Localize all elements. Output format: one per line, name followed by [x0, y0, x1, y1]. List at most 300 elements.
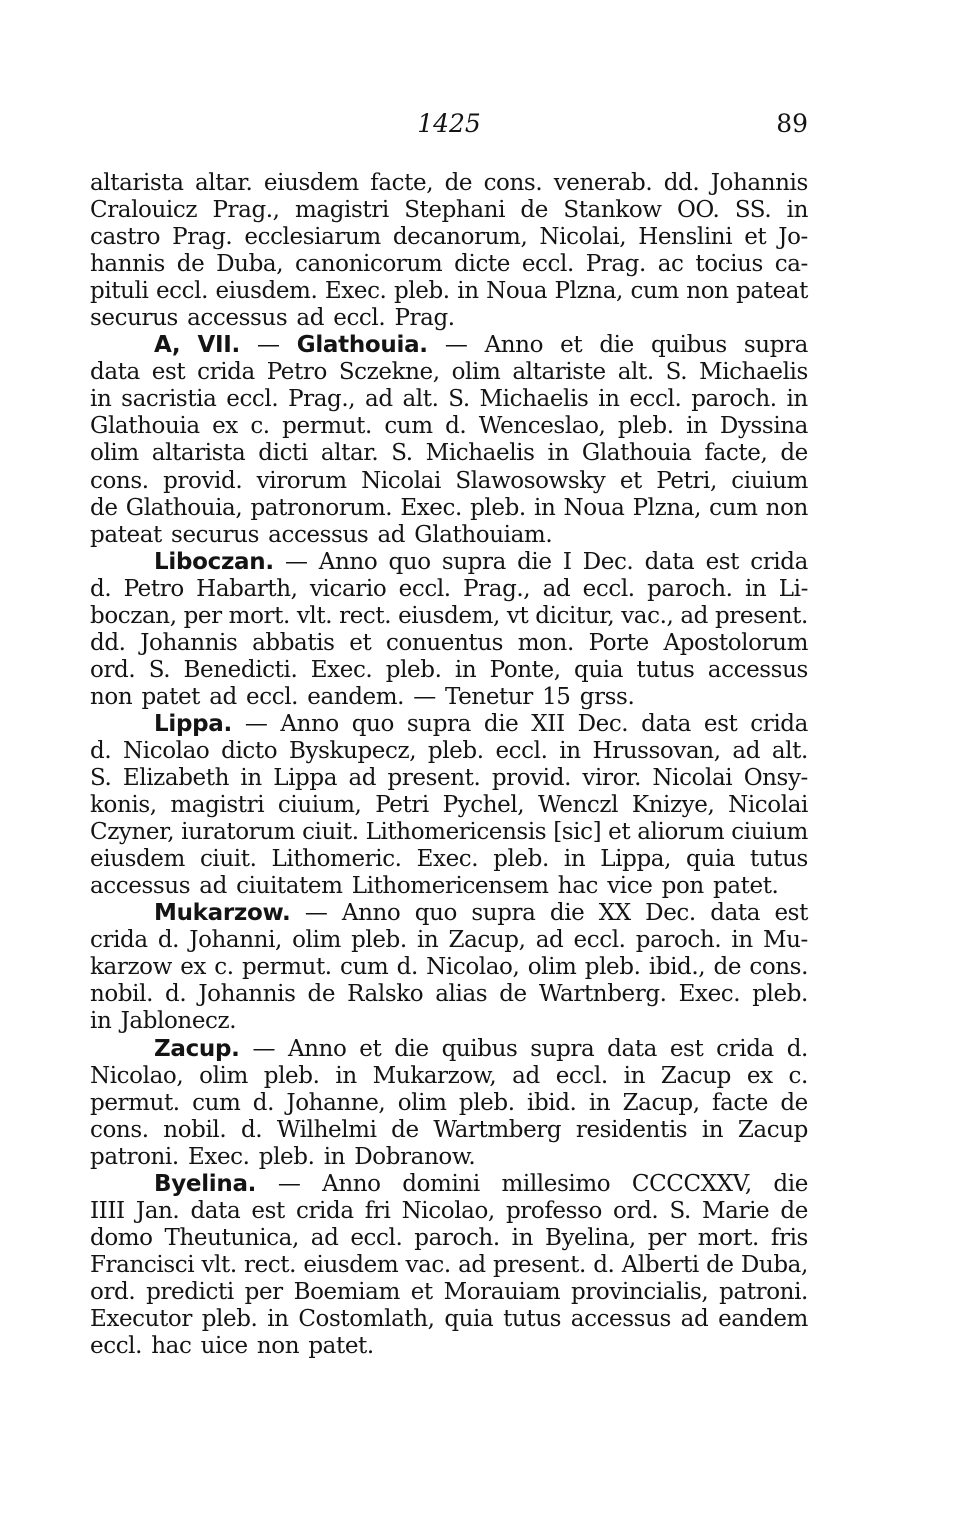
word: Prag.	[394, 305, 455, 332]
word: Nicolao,	[426, 954, 520, 981]
word: —	[252, 1035, 276, 1062]
word: facte,	[704, 440, 768, 467]
word: de	[780, 1089, 808, 1116]
word: Nicolao	[123, 737, 210, 764]
word: domini	[402, 1170, 480, 1197]
word: provincialis,	[571, 1278, 709, 1305]
word: grss.	[579, 683, 635, 710]
word: pleb.	[617, 413, 674, 440]
word: supra	[406, 710, 471, 737]
word: —	[413, 683, 436, 710]
word: non	[90, 683, 133, 710]
word: Henslini	[638, 224, 733, 251]
word: cons.	[483, 170, 543, 196]
entry-heading-word: VII.	[197, 332, 240, 359]
word: olim	[527, 954, 577, 981]
word: quia	[686, 846, 736, 873]
word: Theutunica,	[164, 1224, 299, 1251]
word: Marie	[702, 1197, 770, 1224]
word: Lithomericensem	[351, 873, 549, 900]
word: Jablonecz.	[120, 1008, 237, 1035]
word: de	[780, 440, 808, 467]
word: Costomlath,	[298, 1305, 435, 1332]
word: iuratorum	[181, 819, 296, 846]
word: tutus	[750, 846, 808, 873]
word: et	[744, 224, 767, 251]
word: cum	[192, 1089, 241, 1116]
word: SS.	[734, 197, 772, 224]
word: Francisci	[90, 1251, 195, 1278]
word: pleb.	[201, 1305, 258, 1332]
word: accessus	[570, 1305, 671, 1332]
word: Johannis	[710, 170, 808, 196]
text-line	[90, 1008, 808, 1035]
word: alt.	[617, 359, 654, 386]
entry-first-line	[90, 549, 808, 576]
text-line	[90, 495, 808, 522]
word: dicto	[221, 737, 278, 764]
word: Pychel,	[442, 792, 525, 819]
word: ad	[732, 737, 761, 764]
word: in	[533, 494, 556, 521]
word: virorum	[256, 467, 347, 494]
word: alias	[435, 981, 488, 1008]
word: ad	[680, 602, 708, 629]
word: c.	[788, 1062, 808, 1089]
word: quo	[388, 548, 431, 575]
word: Habarth,	[196, 575, 298, 602]
word: in	[559, 737, 581, 764]
word: cum	[384, 413, 433, 440]
text-line	[90, 170, 808, 197]
word: altar.	[195, 170, 253, 196]
word: in	[90, 1008, 112, 1035]
word: d.	[157, 927, 180, 954]
word: altar.	[320, 440, 379, 467]
word: Michaelis	[425, 440, 535, 467]
word: patet.	[713, 873, 779, 900]
text-line	[90, 440, 808, 467]
word: Wilhelmi	[276, 1116, 377, 1143]
word: die	[483, 710, 519, 737]
word: olim	[451, 359, 501, 386]
word: Sczekne,	[338, 359, 440, 386]
word: pleb.	[427, 737, 484, 764]
word: domo	[90, 1224, 153, 1251]
word: fri	[364, 1197, 391, 1224]
word: eccl.	[155, 278, 209, 305]
text-line	[90, 1306, 808, 1333]
word: present.	[493, 1251, 586, 1278]
word: cum	[709, 494, 758, 521]
word: de	[90, 494, 118, 521]
word: ad	[296, 305, 325, 332]
word: nobil.	[90, 981, 154, 1008]
entry-heading-word: Zacup.	[154, 1035, 240, 1062]
text-line	[90, 738, 808, 765]
word: ad	[458, 1251, 486, 1278]
word: —	[257, 332, 280, 359]
word: Plzna,	[632, 494, 701, 521]
word: eccl.	[582, 575, 635, 602]
word: ciuium	[731, 819, 808, 846]
entry-first-line	[90, 711, 808, 738]
word: altarista	[90, 170, 184, 196]
word: Cralouicz	[90, 197, 198, 224]
word: uice	[200, 1333, 248, 1360]
word: Anno	[280, 710, 339, 737]
entry-heading-word: Glathouia.	[296, 332, 428, 359]
word: alt.	[771, 737, 808, 764]
word: Onsy-	[743, 765, 808, 792]
word: eccl.	[555, 1062, 608, 1089]
word: est	[251, 1197, 285, 1224]
word: cum	[630, 278, 679, 305]
word: Exec.	[416, 846, 479, 873]
word: S.	[665, 359, 688, 386]
word: ad	[680, 1305, 709, 1332]
word: ex	[746, 1062, 773, 1089]
word: d.	[396, 954, 418, 981]
word: residentis	[575, 1116, 688, 1143]
word: Byelina,	[544, 1224, 636, 1251]
word: ad	[377, 521, 406, 548]
word: Zacup,	[622, 1089, 700, 1116]
word: Petro	[266, 359, 327, 386]
word: nobil.	[163, 1116, 227, 1143]
word: Byskupecz,	[289, 737, 417, 764]
word: eiusdem	[90, 846, 185, 873]
word: quibus	[650, 332, 727, 359]
word: Michaelis	[699, 359, 808, 386]
word: data	[607, 1035, 657, 1062]
word: Wartmberg	[433, 1116, 562, 1143]
word: in	[563, 846, 586, 873]
word: d.	[786, 1035, 808, 1062]
word: venerab.	[553, 170, 653, 196]
word: ciuium	[731, 467, 808, 494]
word: d.	[240, 1116, 263, 1143]
word: tutus	[503, 1305, 562, 1332]
word: Nicolai	[652, 765, 733, 792]
entry-heading-word: Liboczan.	[154, 548, 274, 575]
word: cum	[340, 954, 389, 981]
word: Prag.,	[463, 575, 531, 602]
word: OO.	[676, 197, 720, 224]
word: eccl.	[246, 683, 299, 710]
word: XX	[598, 900, 631, 927]
word: eandem	[718, 1305, 808, 1332]
entry-heading-word: Lippa.	[154, 710, 232, 737]
word: mort.	[228, 602, 290, 629]
word: Morauiam	[443, 1278, 561, 1305]
word: eccl.	[629, 386, 682, 413]
word: Michaelis	[479, 386, 589, 413]
word: d.	[90, 737, 112, 764]
word: data	[710, 900, 761, 927]
word: facte	[712, 1089, 768, 1116]
word: accessus	[268, 521, 369, 548]
word: ord.	[90, 1278, 136, 1305]
word: data	[90, 359, 140, 386]
word: pleb.	[470, 494, 526, 521]
word: Knizye,	[631, 792, 715, 819]
text-line	[90, 522, 808, 549]
word: paroch.	[691, 386, 777, 413]
text-line	[90, 1063, 808, 1090]
word: paroch.	[647, 575, 733, 602]
word: accessus	[707, 656, 808, 683]
word: ex	[180, 954, 206, 981]
word: Hrussovan,	[592, 737, 721, 764]
word: et	[560, 332, 583, 359]
word: magistri	[170, 792, 265, 819]
word: Wenczl	[537, 792, 619, 819]
word: Noua	[486, 278, 548, 305]
word: quo	[351, 710, 394, 737]
word: professo	[505, 1197, 602, 1224]
word: Anno	[322, 1170, 381, 1197]
word: Ralsko	[347, 981, 424, 1008]
word: —	[284, 548, 308, 575]
word: pleb.	[493, 846, 549, 873]
word: I	[562, 548, 572, 575]
word: Zacup	[737, 1116, 808, 1143]
word: pleb.	[258, 1143, 315, 1170]
word: eccl.	[495, 737, 548, 764]
word: Ponte,	[489, 656, 561, 683]
word: ord.	[90, 656, 136, 683]
word: S.	[391, 440, 413, 467]
word: crida	[716, 1035, 774, 1062]
word: paroch.	[635, 927, 722, 954]
word: facte,	[370, 170, 434, 196]
word: rect.	[244, 1251, 297, 1278]
word: Anno	[341, 900, 401, 927]
word: castro	[90, 224, 161, 251]
text-line	[90, 981, 808, 1008]
word: est	[669, 1035, 704, 1062]
word: est	[703, 710, 738, 737]
word: supra	[743, 332, 808, 359]
word: dd.	[663, 170, 700, 196]
word: eccl.	[90, 1333, 143, 1360]
word: Elizabeth	[122, 765, 229, 792]
word: ibid.	[526, 1089, 577, 1116]
text-line	[90, 386, 808, 413]
word: de	[499, 981, 527, 1008]
word: millesimo	[501, 1170, 611, 1197]
word: accessus	[187, 305, 288, 332]
word: pleb.	[263, 1062, 320, 1089]
word: Dyssina	[719, 413, 808, 440]
word: Jo-	[778, 224, 808, 251]
text-line	[90, 657, 808, 684]
word: die	[599, 332, 634, 359]
text-line	[90, 846, 808, 873]
word: quo	[414, 900, 457, 927]
page-number: 89	[776, 109, 808, 138]
word: in	[511, 1224, 534, 1251]
text-line	[90, 792, 808, 819]
entry-heading-word: A,	[154, 332, 181, 359]
text-line	[90, 1252, 808, 1279]
word: magistri	[295, 197, 389, 224]
word: per	[647, 1224, 686, 1251]
word: et	[619, 467, 642, 494]
word: die	[394, 1035, 429, 1062]
page-year-heading: 1425	[417, 109, 481, 138]
word: ca-	[774, 251, 808, 278]
word: d.	[90, 575, 112, 602]
word: S.	[90, 765, 112, 792]
word: Tenetur	[445, 683, 533, 710]
word: Wenceslao,	[478, 413, 606, 440]
word: mon.	[517, 629, 574, 656]
word: Lithomericensis	[365, 819, 547, 846]
word: Wartnberg.	[538, 981, 667, 1008]
word: Johanni,	[189, 927, 282, 954]
word: in	[623, 1062, 645, 1089]
word: S.	[448, 386, 470, 413]
word: olim	[397, 1089, 447, 1116]
word: dicti	[258, 440, 308, 467]
word: hannis	[90, 251, 165, 278]
word: die	[773, 1170, 808, 1197]
word: ad	[348, 765, 377, 792]
word: ex	[212, 413, 238, 440]
text-line	[90, 1333, 808, 1360]
word: ad	[310, 1224, 339, 1251]
text-line	[90, 603, 808, 630]
word: Glathouia	[581, 440, 692, 467]
word: Plzna,	[554, 278, 623, 305]
word: Nicolai,	[539, 224, 627, 251]
word: abbatis	[252, 629, 335, 656]
word: Dec.	[645, 900, 696, 927]
word: Alberti	[621, 1251, 699, 1278]
word: Anno	[484, 332, 544, 359]
word: provid.	[163, 467, 243, 494]
word: Prag.	[172, 224, 233, 251]
word: hac	[557, 873, 598, 900]
entry-first-line	[90, 332, 808, 359]
word: paroch.	[414, 1224, 500, 1251]
word: 15	[542, 683, 571, 710]
word: Prag.	[585, 251, 646, 278]
text-line	[90, 1144, 808, 1171]
word: Nicolao,	[90, 1062, 184, 1089]
text-line	[90, 305, 808, 332]
word: ord.	[613, 1197, 659, 1224]
word: est	[705, 548, 740, 575]
word: Lithomeric.	[271, 846, 402, 873]
word: CCCCXXV,	[631, 1170, 752, 1197]
word: et	[410, 1278, 433, 1305]
word: non	[256, 1333, 300, 1360]
word: ad	[535, 927, 564, 954]
word: Nicolai	[728, 792, 808, 819]
word: de	[391, 1116, 419, 1143]
word: crida	[90, 927, 148, 954]
word: est	[151, 359, 186, 386]
word: [sic]	[553, 819, 602, 846]
word: crida	[750, 548, 808, 575]
word: viror.	[582, 765, 641, 792]
word: —	[277, 1170, 301, 1197]
word: Zacup	[660, 1062, 731, 1089]
text-line	[90, 359, 808, 386]
word: Petri,	[656, 467, 717, 494]
word: olim	[292, 927, 341, 954]
word: Glathouiam.	[414, 521, 553, 548]
word: eiusdem,	[398, 602, 500, 629]
word: eiusdem	[263, 170, 359, 196]
word: in	[240, 765, 262, 792]
word: S.	[148, 656, 171, 683]
word: eccl.	[226, 386, 279, 413]
word: quia	[444, 1305, 494, 1332]
word: die	[517, 548, 552, 575]
word: de	[706, 1251, 734, 1278]
word: d.	[445, 413, 467, 440]
word: dd.	[90, 629, 126, 656]
text-line	[90, 224, 808, 251]
word: per	[183, 602, 222, 629]
word: Exec.	[188, 1143, 250, 1170]
running-header	[90, 104, 808, 144]
word: eccl.	[350, 1224, 403, 1251]
text-line	[90, 251, 808, 278]
word: eiusdem	[303, 1251, 399, 1278]
word: eccl.	[521, 251, 574, 278]
word: XII	[531, 710, 565, 737]
text-line	[90, 1279, 808, 1306]
word: vt	[506, 602, 529, 629]
word: olim	[90, 440, 139, 467]
word: cons.	[90, 1116, 149, 1143]
word: in	[744, 575, 767, 602]
word: c.	[250, 413, 270, 440]
word: data	[644, 548, 695, 575]
word: Glathouia	[90, 413, 200, 440]
word: supra	[530, 1035, 595, 1062]
word: Exec.	[310, 656, 373, 683]
word: Duba,	[740, 1251, 808, 1278]
text-line	[90, 468, 808, 495]
entry-heading-word: Mukarzow.	[154, 900, 291, 927]
word: ad	[512, 1062, 540, 1089]
word: vac.,	[621, 602, 674, 629]
text-line	[90, 413, 808, 440]
word: data	[641, 710, 691, 737]
word: data	[190, 1197, 241, 1224]
word: die	[549, 900, 585, 927]
word: pateat	[90, 521, 162, 548]
word: permut.	[242, 954, 332, 981]
word: altariste	[512, 359, 606, 386]
word: Johannis	[198, 981, 296, 1008]
word: in	[686, 413, 708, 440]
word: cons.	[90, 467, 149, 494]
word: ciuit.	[199, 846, 257, 873]
word: Dobranow.	[354, 1143, 476, 1170]
word: dicte	[454, 251, 510, 278]
word: in	[588, 1089, 611, 1116]
text-line	[90, 684, 808, 711]
word: ad	[199, 873, 227, 900]
word: in	[701, 1116, 724, 1143]
